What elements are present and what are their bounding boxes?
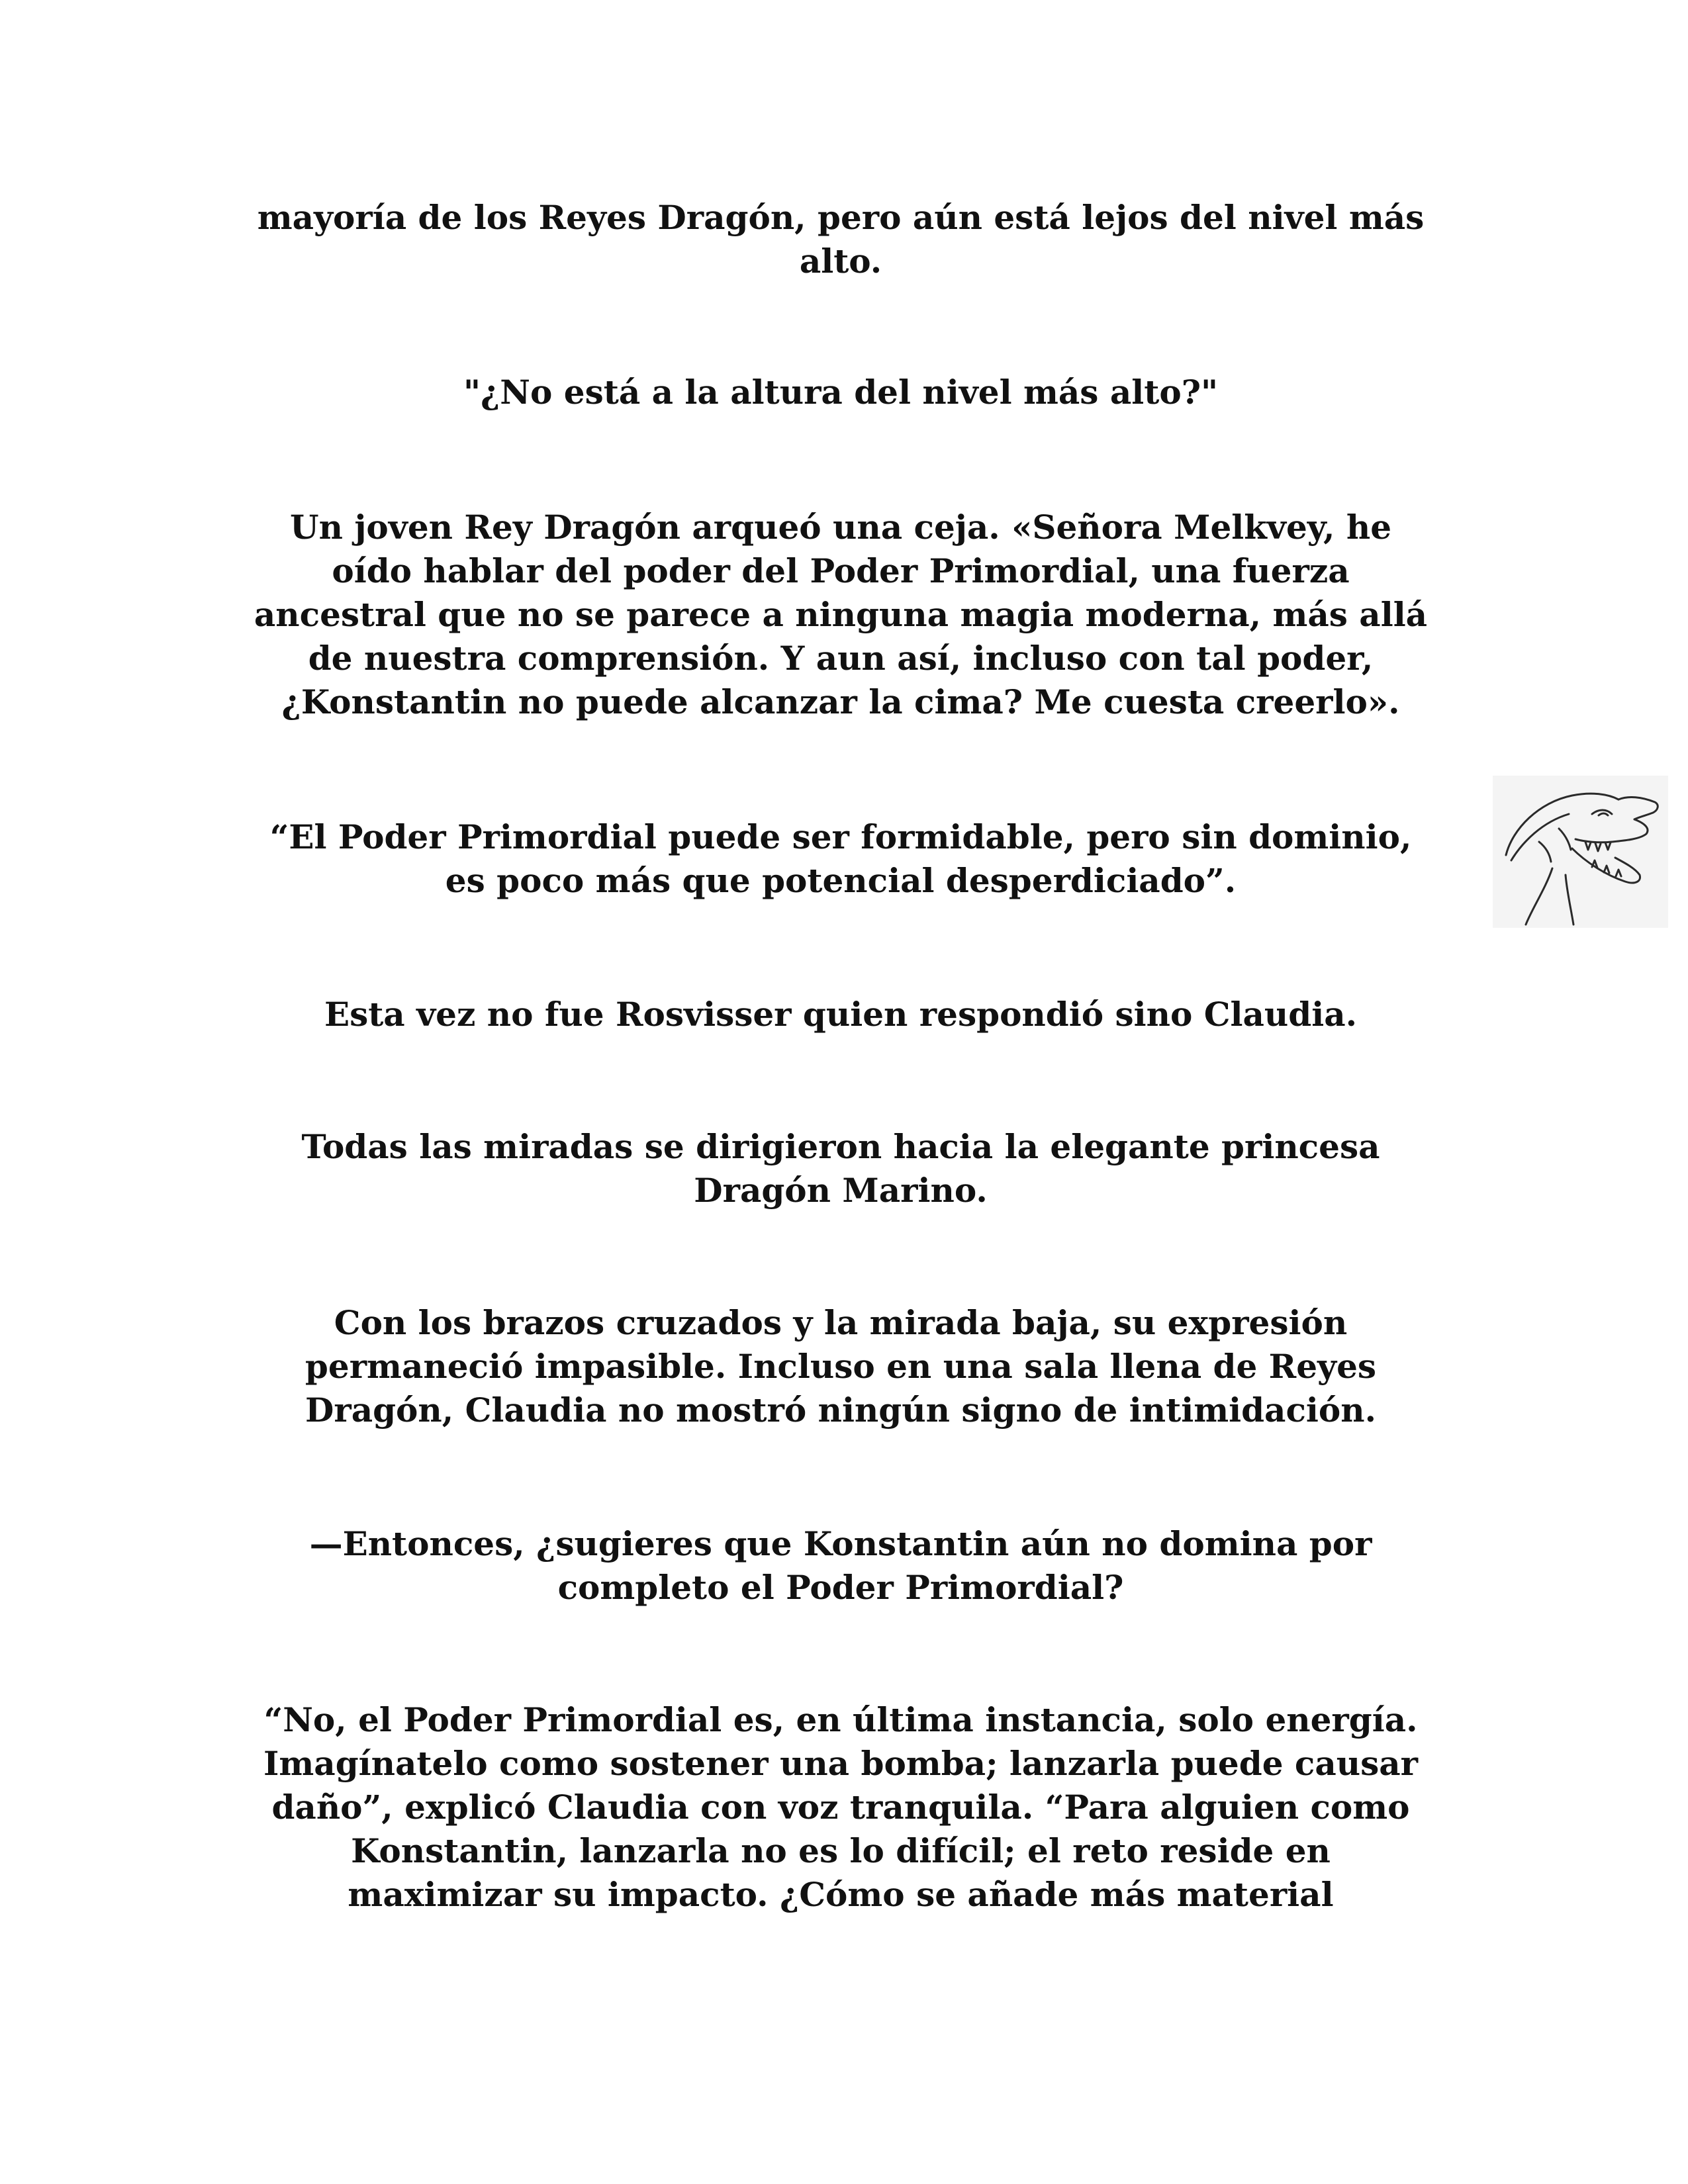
paragraph-line: Con los brazos cruzados y la mirada baja, su expresión bbox=[334, 1303, 1348, 1342]
paragraph-line: Todas las miradas se dirigieron hacia la elegante princesa bbox=[301, 1127, 1380, 1166]
paragraph-6 bbox=[218, 1125, 1463, 1212]
paragraph-line: Dragón, Claudia no mostró ningún signo de intimidación. bbox=[305, 1390, 1376, 1430]
paragraph-line: permaneció impasible. Incluso en una sala llena de Reyes bbox=[305, 1347, 1377, 1386]
paragraph-9 bbox=[218, 1698, 1463, 1917]
paragraph-line: “No, el Poder Primordial es, en última instancia, solo energía. bbox=[263, 1700, 1418, 1739]
paragraph-8 bbox=[218, 1522, 1463, 1610]
paragraph-line: de nuestra comprensión. Y aun así, incluso con tal poder, bbox=[308, 639, 1374, 678]
paragraph-line: ¿Konstantin no puede alcanzar la cima? Me cuesta creerlo». bbox=[281, 682, 1400, 721]
paragraph-line: Imagínatelo como sostener una bomba; lanzarla puede causar bbox=[263, 1744, 1418, 1783]
paragraph-1 bbox=[218, 196, 1463, 283]
paragraph-line: daño”, explicó Claudia con voz tranquila. “Para alguien como bbox=[271, 1788, 1410, 1827]
paragraph-line: “El Poder Primordial puede ser formidable, pero sin dominio, bbox=[269, 817, 1412, 856]
paragraph-line: oído hablar del poder del Poder Primordial, una fuerza bbox=[332, 551, 1350, 590]
paragraph-line: completo el Poder Primordial? bbox=[557, 1568, 1124, 1607]
paragraph-5 bbox=[218, 993, 1463, 1036]
paragraph-7 bbox=[218, 1301, 1463, 1432]
paragraph-line: alto. bbox=[799, 242, 882, 281]
paragraph-line: Esta vez no fue Rosvisser quien respondió sino Claudia. bbox=[324, 995, 1358, 1034]
paragraph-line: ancestral que no se parece a ninguna magia moderna, más allá bbox=[254, 595, 1428, 634]
paragraph-line: mayoría de los Reyes Dragón, pero aún está lejos del nivel más bbox=[257, 198, 1425, 237]
paragraph-line: es poco más que potencial desperdiciado”. bbox=[445, 861, 1237, 900]
dragon-head-sketch-icon bbox=[1493, 776, 1668, 928]
paragraph-line: maximizar su impacto. ¿Cómo se añade más material bbox=[348, 1875, 1334, 1914]
paragraph-line: Dragón Marino. bbox=[694, 1171, 988, 1210]
paragraph-line: Konstantin, lanzarla no es lo difícil; el reto reside en bbox=[351, 1831, 1331, 1870]
paragraph-4 bbox=[218, 815, 1463, 903]
paragraph-line: "¿No está a la altura del nivel más alto?" bbox=[463, 373, 1219, 412]
paragraph-2 bbox=[218, 371, 1463, 414]
paragraph-3 bbox=[218, 506, 1463, 724]
paragraph-line: —Entonces, ¿sugieres que Konstantin aún no domina por bbox=[309, 1524, 1372, 1563]
paragraph-line: Un joven Rey Dragón arqueó una ceja. «Señora Melkvey, he bbox=[289, 508, 1392, 547]
